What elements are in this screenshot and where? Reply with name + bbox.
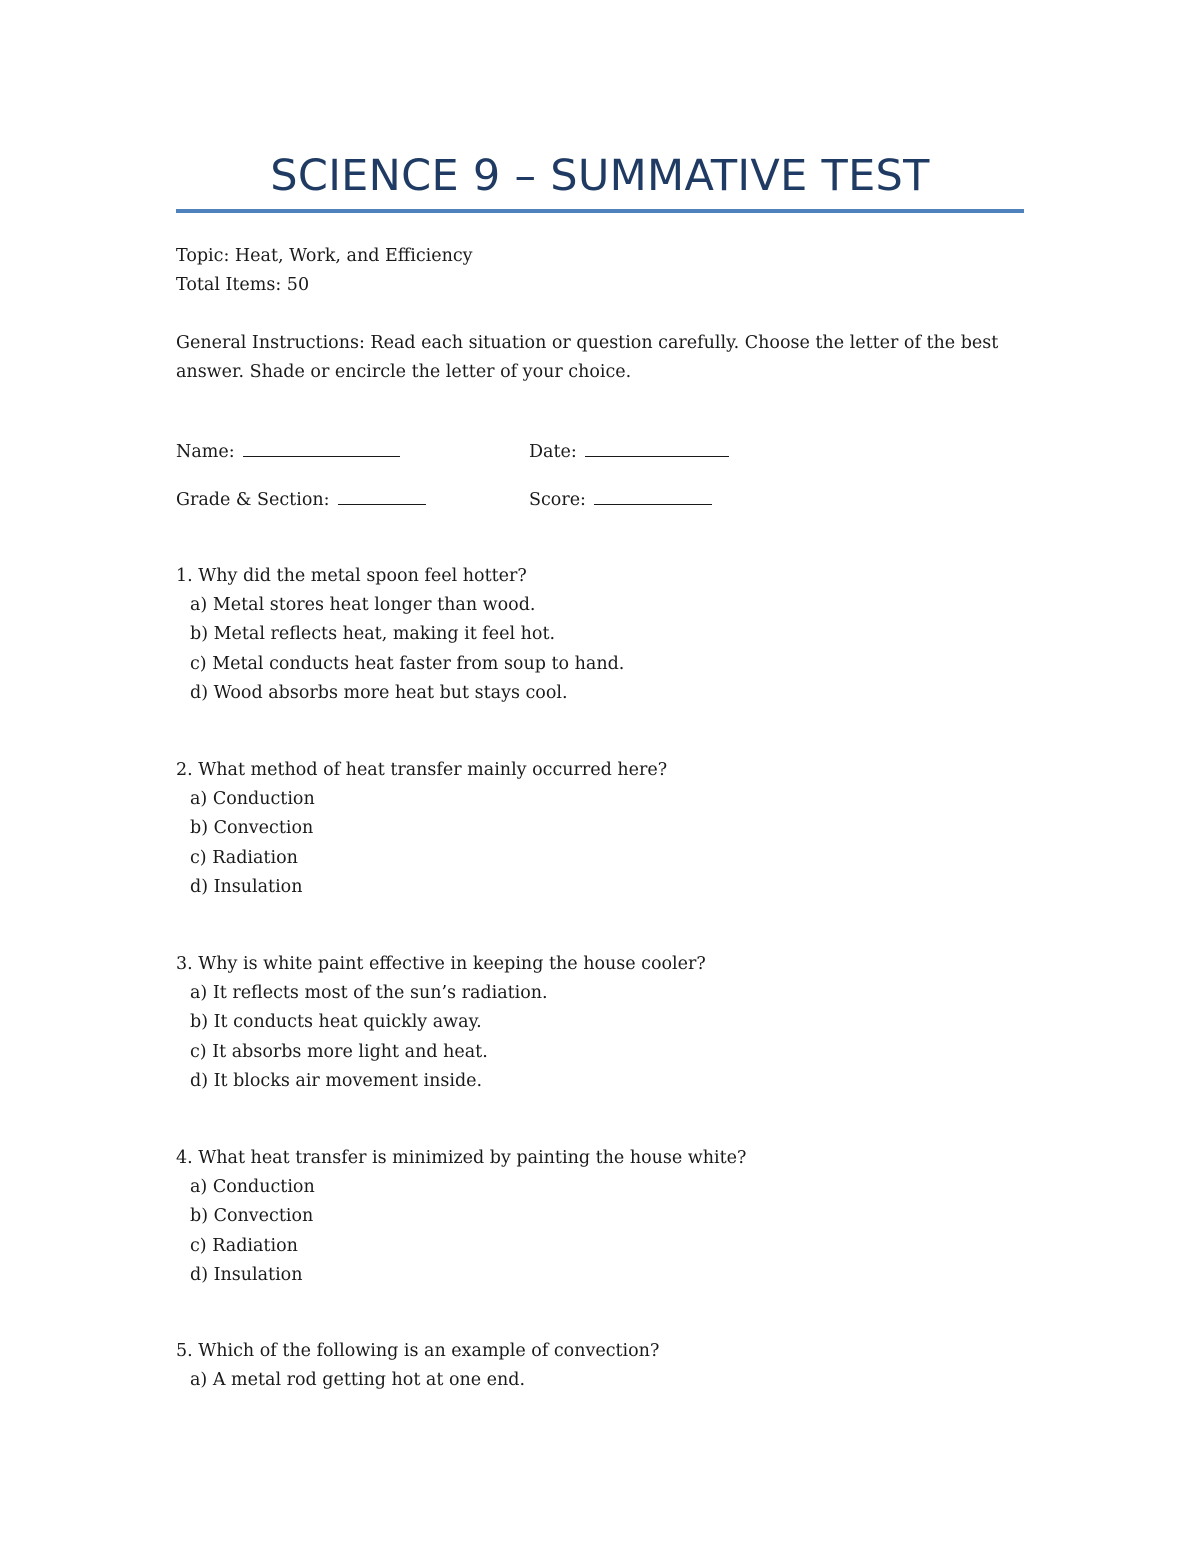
score-field bbox=[529, 484, 712, 515]
answer-option[interactable]: c) Radiation bbox=[190, 847, 298, 868]
question-stem: 4. What heat transfer is minimized by painting the house white? bbox=[176, 1148, 747, 1168]
date-field bbox=[529, 436, 729, 467]
question-5 bbox=[176, 1337, 659, 1395]
topic-line: Topic: Heat, Work, and Efficiency bbox=[176, 246, 473, 266]
grade-section-blank[interactable] bbox=[338, 484, 426, 505]
name-blank[interactable] bbox=[243, 436, 400, 457]
answer-option[interactable]: d) It blocks air movement inside. bbox=[190, 1070, 483, 1091]
answer-option[interactable]: d) Insulation bbox=[190, 876, 303, 897]
answer-option[interactable]: c) It absorbs more light and heat. bbox=[190, 1041, 488, 1062]
total-items-line: Total Items: 50 bbox=[176, 275, 310, 295]
answer-option[interactable]: b) Convection bbox=[190, 818, 314, 839]
answer-option[interactable]: a) It reflects most of the sun’s radiation. bbox=[190, 983, 548, 1004]
question-stem: 1. Why did the metal spoon feel hotter? bbox=[176, 566, 527, 586]
answer-option[interactable]: a) Metal stores heat longer than wood. bbox=[190, 595, 536, 616]
date-blank[interactable] bbox=[585, 436, 729, 457]
answer-option[interactable]: b) It conducts heat quickly away. bbox=[190, 1012, 482, 1033]
question-stem: 2. What method of heat transfer mainly occurred here? bbox=[176, 760, 668, 780]
title-underline bbox=[176, 209, 1024, 213]
grade-section-label: Grade & Section: bbox=[176, 490, 330, 510]
answer-option[interactable]: d) Insulation bbox=[190, 1264, 303, 1285]
score-label: Score: bbox=[529, 490, 586, 510]
question-4 bbox=[176, 1144, 746, 1290]
answer-option[interactable]: b) Metal reflects heat, making it feel hot. bbox=[190, 624, 556, 645]
answer-option[interactable]: a) Conduction bbox=[190, 1177, 315, 1198]
score-blank[interactable] bbox=[594, 484, 712, 505]
question-stem: 3. Why is white paint effective in keeping the house cooler? bbox=[176, 954, 706, 974]
answer-option[interactable]: a) Conduction bbox=[190, 789, 315, 810]
answer-option[interactable]: c) Metal conducts heat faster from soup to hand. bbox=[190, 653, 625, 674]
question-1 bbox=[176, 562, 624, 708]
document-title: SCIENCE 9 – SUMMATIVE TEST bbox=[270, 151, 930, 201]
question-3 bbox=[176, 950, 706, 1096]
answer-option[interactable]: b) Convection bbox=[190, 1206, 314, 1227]
general-instructions: General Instructions: Read each situation or question carefully. Choose the letter of the best answer. Shade or encircle the letter of your choice. bbox=[176, 333, 999, 382]
question-stem: 5. Which of the following is an example of convection? bbox=[176, 1341, 660, 1361]
grade-section-field bbox=[176, 484, 426, 515]
answer-option[interactable]: d) Wood absorbs more heat but stays cool. bbox=[190, 682, 568, 703]
question-2 bbox=[176, 756, 667, 902]
name-field bbox=[176, 436, 400, 467]
answer-option[interactable]: c) Radiation bbox=[190, 1235, 298, 1256]
answer-option[interactable]: a) A metal rod getting hot at one end. bbox=[190, 1370, 526, 1391]
date-label: Date: bbox=[529, 442, 577, 462]
name-label: Name: bbox=[176, 442, 235, 462]
